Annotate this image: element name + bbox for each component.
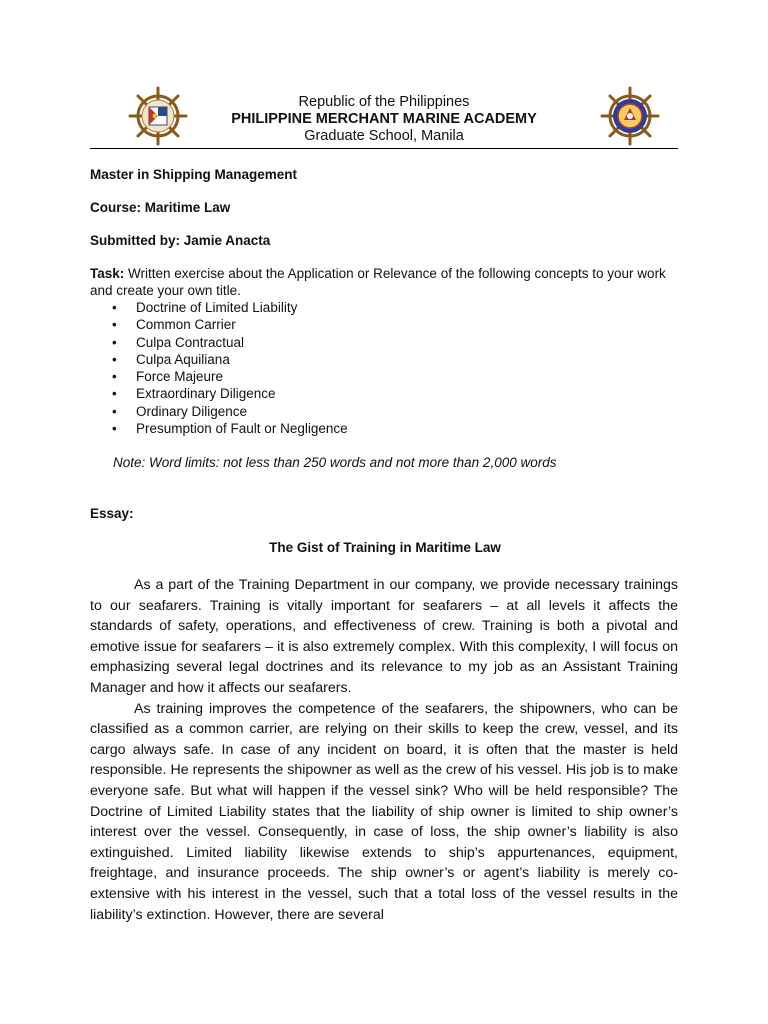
letterhead-text (90, 94, 678, 145)
course-line: Course: Maritime Law (90, 200, 231, 215)
header-divider (90, 148, 678, 149)
task-paragraph (90, 265, 680, 299)
school-location: Graduate School, Manila (304, 128, 464, 144)
list-item: • Ordinary Diligence (112, 403, 248, 419)
essay-paragraph-1: As a part of the Training Department in our company, we provide necessary trainings to our seafarers. Training is vitally important for seafarers – at all levels it affects the standards of safety, operations, and effectiveness of crew. Training is both a pivotal and emotive issue for seafarers – it is also extremely complex. With this complexity, I will focus on emphasizing several legal doctrines and its relevance to my job as an Assistant Training Manager and how it affects our seafarers. (90, 577, 678, 696)
essay-paragraph-2: As training improves the competence of the seafarers, the shipowners, who can be classified as a common carrier, are relying on their skills to keep the crew, vessel, and its cargo always safe. In case of any incident on board, it is often that the master is held responsible. He represents the shipowner as well as the crew of his vessel. His job is to make everyone safe. But what will happen if the vessel sink? Who will be held responsible? The Doctrine of Limited Liability states that the liability of ship owner is limited to ship owner’s interest over the vessel. Consequently, in case of loss, the ship owner’s liability is also extinguished. Limited liability likewise extends to ship’s appurtenances, equipment, freightage, and insurance proceeds. The ship owner’s or agent’s liability is merely co-extensive with his interest in the vessel, such that a total loss of the vessel results in the liability’s extinction. However, there are several (90, 700, 678, 923)
submitted-by-line: Submitted by: Jamie Anacta (90, 233, 271, 248)
word-limit-note: Note: Word limits: not less than 250 words and not more than 2,000 words (113, 455, 557, 470)
republic-line: Republic of the Philippines (298, 94, 470, 110)
task-label: Task: (90, 266, 125, 281)
task-text: Written exercise about the Application or Relevance of the following concepts to your work and create your own title. (90, 266, 666, 298)
essay-body (90, 575, 678, 925)
ships-wheel-seal-right-icon (600, 86, 660, 146)
academy-name: PHILIPPINE MERCHANT MARINE ACADEMY (231, 111, 537, 127)
list-item: • Culpa Contractual (112, 334, 245, 350)
list-item: • Common Carrier (112, 317, 236, 333)
program-line: Master in Shipping Management (90, 167, 298, 182)
essay-label: Essay: (90, 506, 134, 521)
list-item: • Culpa Aquiliana (112, 351, 230, 367)
list-item: • Force Majeure (112, 369, 224, 385)
essay-title: The Gist of Training in Maritime Law (269, 540, 501, 555)
list-item: • Presumption of Fault or Negligence (112, 421, 348, 437)
list-item: • Extraordinary Diligence (112, 386, 276, 402)
concept-list (112, 299, 348, 437)
list-item: • Doctrine of Limited Liability (112, 300, 298, 315)
letterhead (90, 86, 678, 148)
